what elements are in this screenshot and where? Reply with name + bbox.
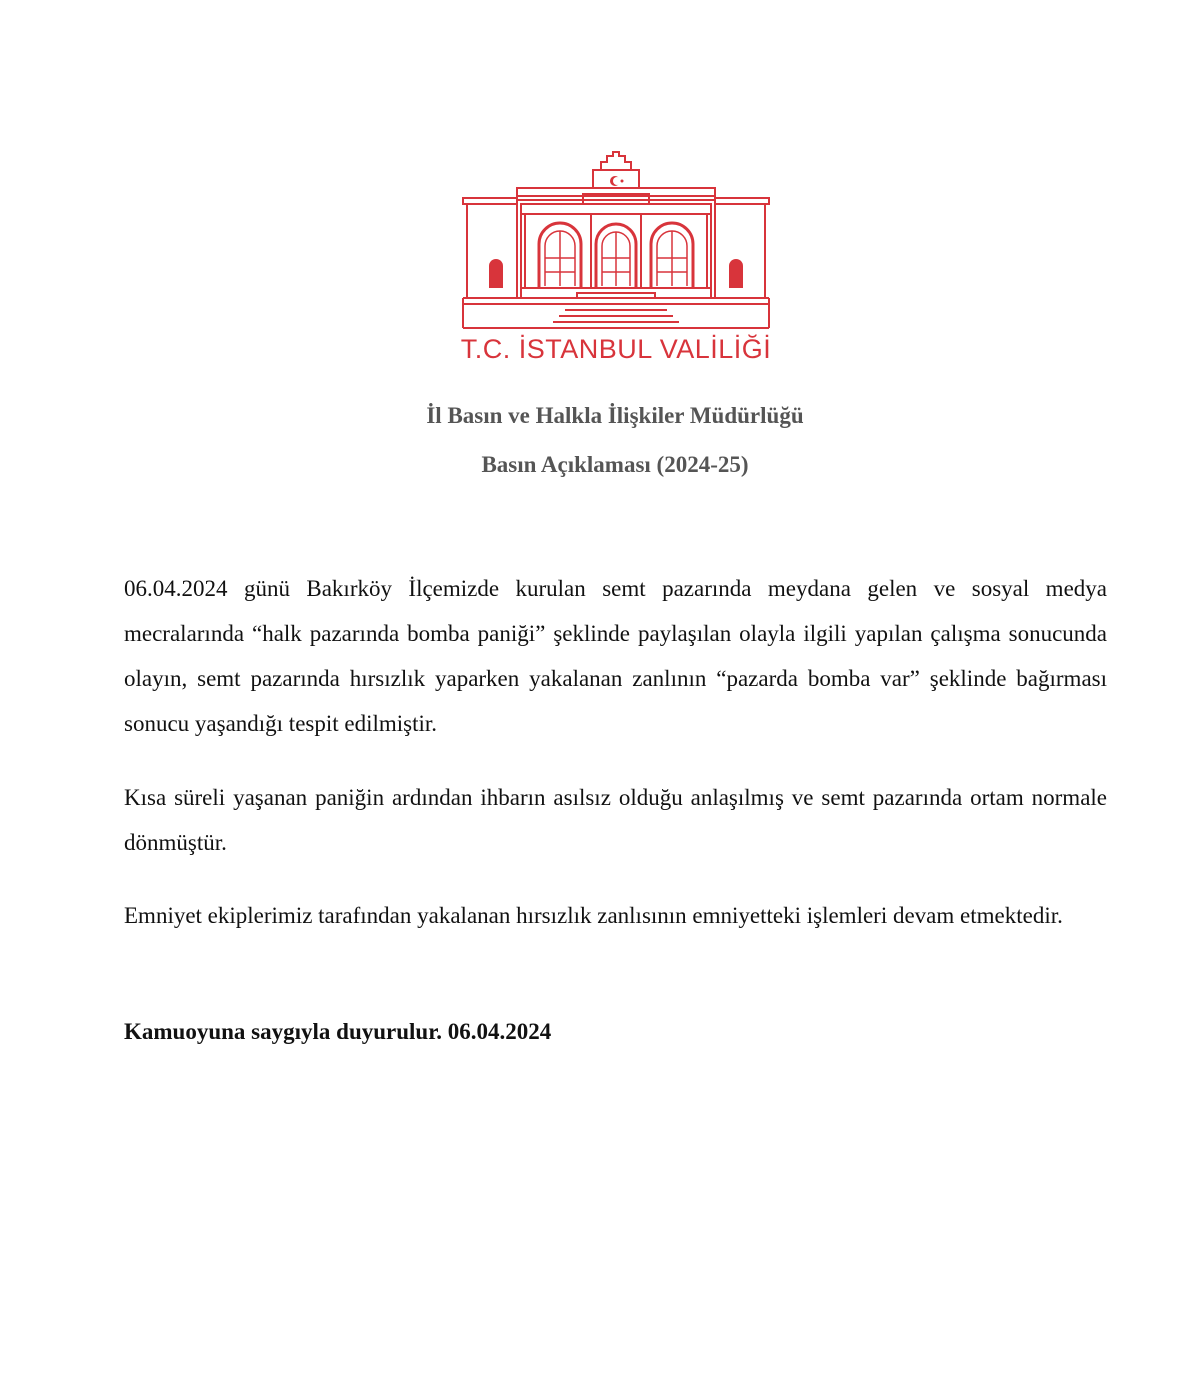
logo-text: T.C. İSTANBUL VALİLİĞİ	[460, 334, 772, 364]
closing-statement: Kamuoyuna saygıyla duyurulur. 06.04.2024	[124, 1019, 552, 1044]
governorship-logo	[455, 148, 777, 373]
paragraph: Emniyet ekiplerimiz tarafından yakalanan hırsızlık zanlısının emniyetteki işlemleri devam etmektedir.	[124, 903, 1063, 928]
document-title: Basın Açıklaması (2024-25)	[481, 452, 749, 477]
governorship-building-icon	[455, 148, 777, 333]
paragraph: Kısa süreli yaşanan paniğin ardından ihbarın asılsız olduğu anlaşılmış ve semt pazarında ortam normale dönmüştür.	[124, 785, 1107, 855]
paragraph: 06.04.2024 günü Bakırköy İlçemizde kurulan semt pazarında meydana gelen ve sosyal medya mecralarında “halk pazarında bomba paniği” şeklinde paylaşılan olayla ilgili yapılan çalışma sonucunda olayın, semt pazarında hırsızlık yaparken yakalanan zanlının “pazarda bomba var” şeklinde bağırması sonucu yaşandığı tespit edilmiştir.	[124, 576, 1107, 736]
department-heading: İl Basın ve Halkla İlişkiler Müdürlüğü	[426, 403, 804, 428]
